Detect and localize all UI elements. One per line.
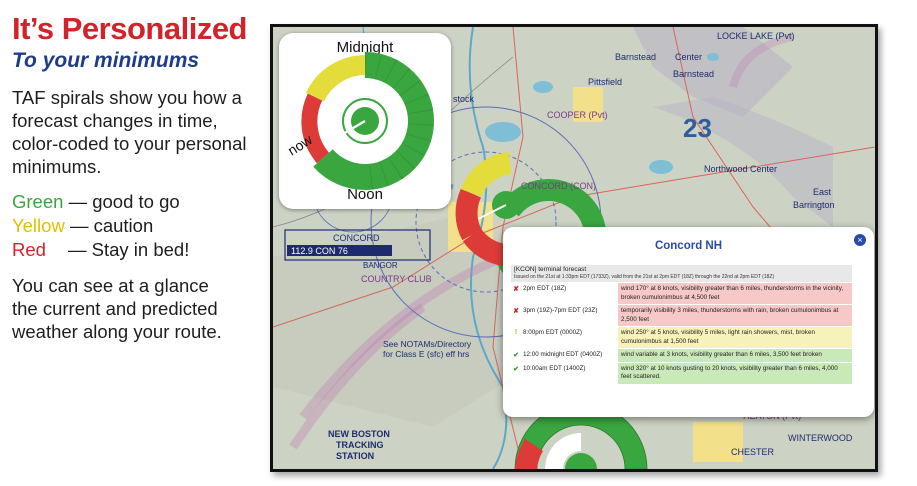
- green-check-icon: ✔: [513, 352, 519, 359]
- svg-text:Barrington: Barrington: [793, 200, 835, 210]
- label-east-barrington: East: [813, 187, 832, 197]
- label-pittsfield: Pittsfield: [588, 77, 623, 87]
- green-check-icon: ✔: [513, 365, 519, 373]
- svg-text:STATION: STATION: [336, 451, 375, 461]
- forecast-popup: [503, 227, 874, 417]
- forecast-row: ✔ 12:00 midnight EDT (0400Z) wind variable at 3 knots, visibility greater than 6 miles, 3,500 feet broken: [511, 349, 852, 362]
- subhead: To your minimums: [12, 49, 200, 72]
- forecast-table: [511, 265, 852, 384]
- label-country-club: COUNTRY CLUB: [361, 274, 432, 284]
- red-x-icon: ✘: [513, 286, 519, 293]
- forecast-header: [KCON] terminal forecast Issued on the 21st at 1:33pm EDT (1733Z), valid from the 21st at 2pm EDT (18Z) through the 22nd at 2pm EDT (18Z): [511, 265, 852, 282]
- legend-red: Red — Stay in bed!: [12, 239, 190, 260]
- warning-icon: !: [514, 329, 518, 336]
- svg-text:TRACKING: TRACKING: [336, 440, 384, 450]
- svg-text:Barnstead: Barnstead: [673, 69, 715, 79]
- forecast-row: ! 8:00pm EDT (0000Z) wind 250° at 5 knots, visibility 5 miles, light rain showers, mist, broken cumulonimbus at 1,500 feet: [511, 327, 852, 348]
- promo-panel: [12, 12, 262, 343]
- headline: It’s Personalized: [12, 11, 247, 46]
- forecast-row: ✘ 3pm (19Z)-7pm EDT (23Z) temporarily visibility 3 miles, thunderstorms with rain, broken cumulonimbus at 2,500 feet: [511, 305, 852, 326]
- label-winterwood: WINTERWOOD: [788, 433, 853, 443]
- glance-text: You can see at a glance the current and predicted weather along your route.: [12, 275, 222, 342]
- label-northwood: Northwood Center: [704, 164, 778, 174]
- taf-spiral-diagram: [279, 33, 451, 209]
- label-locke-lake: LOCKE LAKE (Pvt): [717, 31, 795, 41]
- label-chester: CHESTER: [731, 447, 775, 457]
- forecast-row: ✔ 10:00am EDT (1400Z) wind 320° at 10 knots gusting to 20 knots, visibility greater than 6 miles, 4,000 feet scattered.: [511, 363, 852, 384]
- red-x-icon: ✘: [513, 308, 519, 315]
- now-label: now: [284, 131, 315, 159]
- noon-label: Noon: [347, 186, 383, 203]
- label-new-boston: NEW BOSTON: [328, 429, 390, 439]
- popup-title: Concord NH: [654, 240, 723, 252]
- svg-text:for Class E (sfc) eff hrs: for Class E (sfc) eff hrs: [383, 349, 470, 359]
- label-cooper: COOPER (Pvt): [547, 110, 608, 120]
- midnight-label: Midnight: [336, 39, 394, 56]
- label-bangor: BANGOR: [363, 261, 398, 270]
- label-barnstead: Barnstead: [615, 52, 657, 62]
- label-concord-airport: CONCORD (CON): [521, 181, 596, 191]
- label-center-barnstead: Center: [675, 52, 703, 62]
- label-stock: stock: [453, 94, 475, 104]
- svg-text:112.9 CON 76: 112.9 CON 76: [291, 246, 348, 256]
- sectional-map-screenshot[interactable]: [270, 24, 878, 472]
- close-icon[interactable]: ×: [854, 234, 866, 246]
- intro-text: TAF spirals show you how a forecast changes in time, color-coded to your personal minimums.: [12, 87, 247, 177]
- taf-spiral-inset: [279, 33, 451, 209]
- legend-green: Green — good to go: [12, 191, 180, 212]
- forecast-row: ✘ 2pm EDT (18Z) wind 170° at 8 knots, visibility greater than 6 miles, thunderstorms in the vicinity, broken cumulonimbus at 4,500 feet: [511, 283, 852, 304]
- svg-text:CONCORD: CONCORD: [333, 233, 380, 243]
- legend-yellow: Yellow — caution: [12, 215, 154, 236]
- label-field-23: 23: [683, 113, 712, 143]
- color-legend: [12, 190, 262, 262]
- label-notams: See NOTAMs/Directory: [383, 339, 472, 349]
